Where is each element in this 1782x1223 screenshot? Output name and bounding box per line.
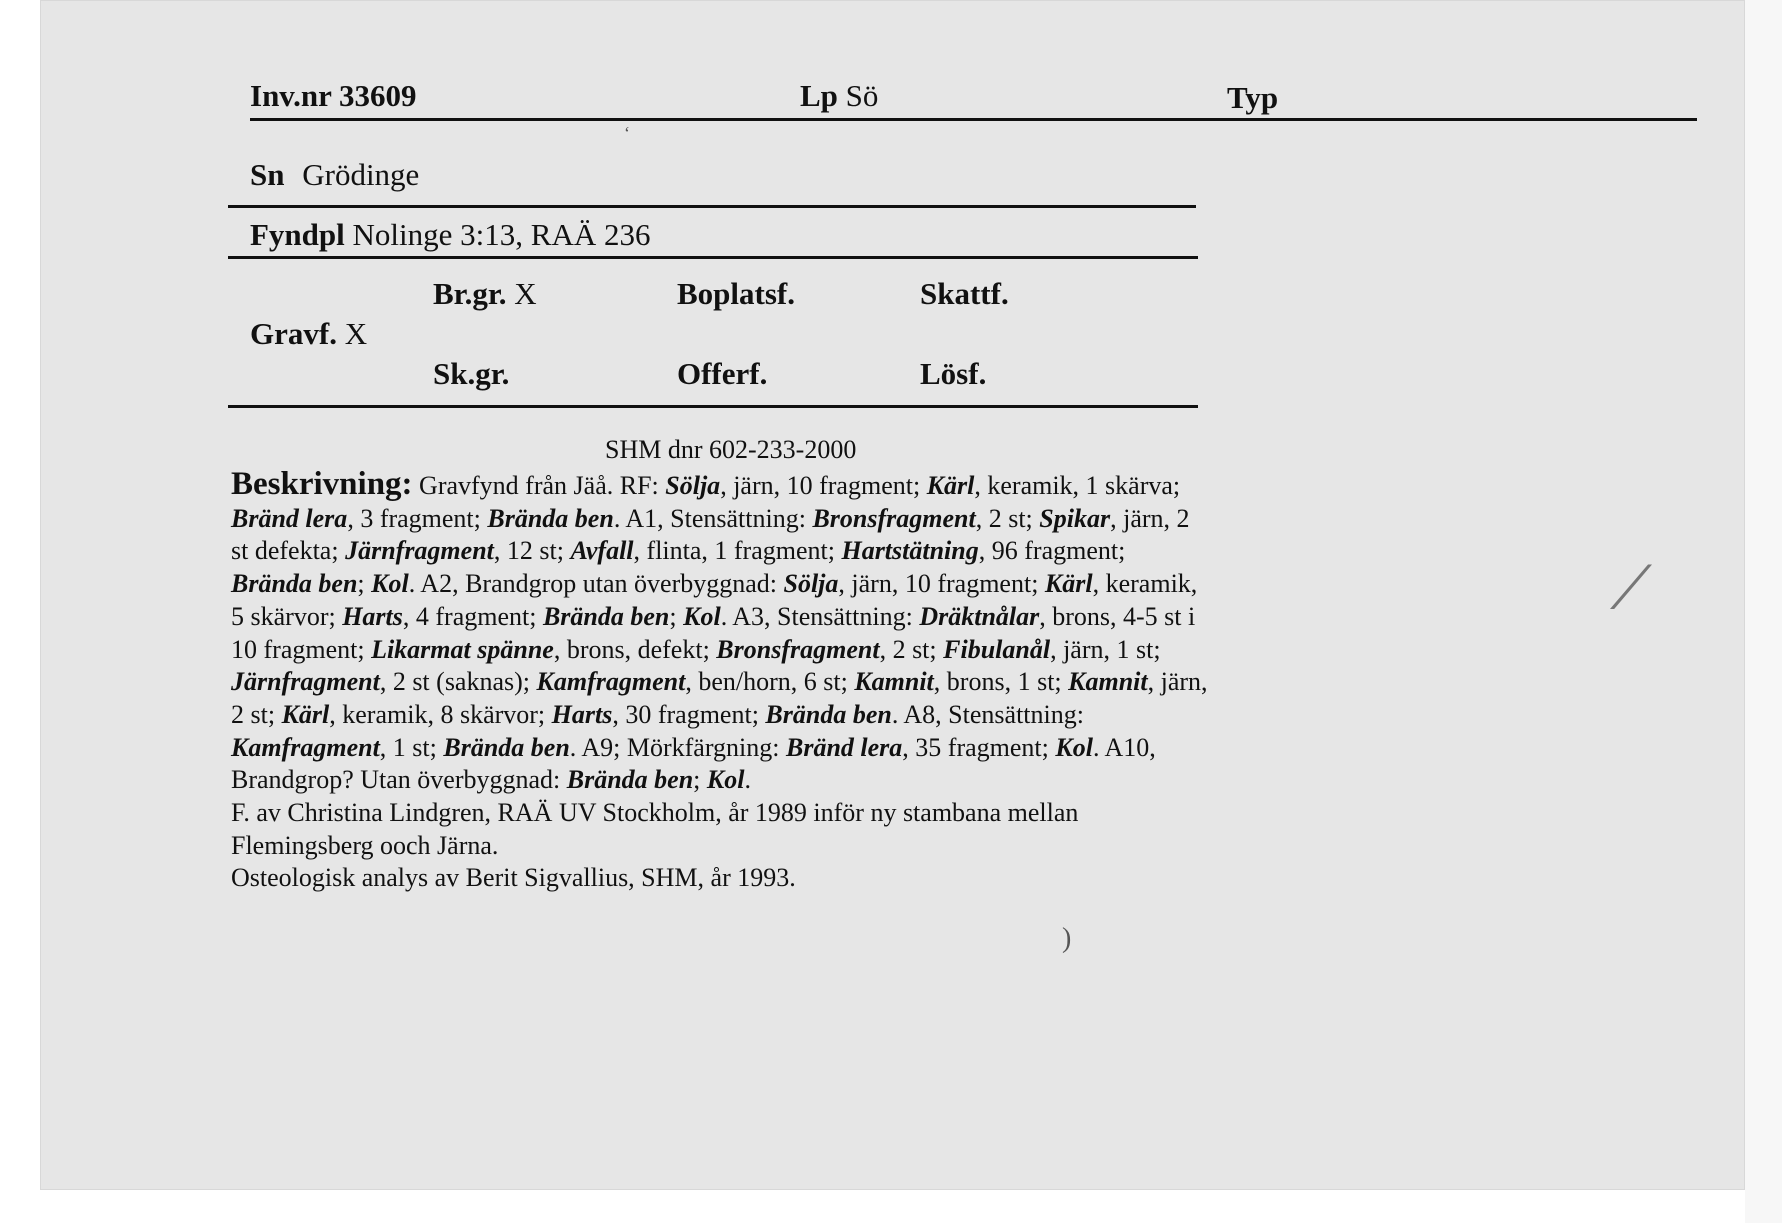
description-text: , keramik, 5 skärvor; xyxy=(231,569,1198,631)
find-item-name: Bronsfragment xyxy=(812,503,976,533)
description-text: , keramik, 8 skärvor; xyxy=(329,699,552,729)
find-item-name: Bränd lera xyxy=(785,732,903,762)
offerf-label: Offerf. xyxy=(677,356,768,391)
find-item-name: Kärl xyxy=(926,471,975,500)
description-text: , flinta, 1 fragment; xyxy=(633,536,842,566)
scan-mark: ⟋ xyxy=(1610,555,1652,621)
description-text: , järn, 10 fragment; xyxy=(838,569,1045,599)
find-item-name: Kärl xyxy=(281,699,330,729)
description-text: , 2 st; xyxy=(879,634,944,664)
description-text: . A10, Brandgrop? Utan överbyggnad: xyxy=(231,732,1156,795)
description-text: . A8, Stensättning: xyxy=(891,699,1084,729)
description-text: . A1, Stensättning: xyxy=(613,503,813,533)
description-text: , 2 st; xyxy=(975,503,1040,533)
inv-nr-value: 33609 xyxy=(339,78,417,113)
description-paragraph xyxy=(231,468,1211,797)
brgr-value: X xyxy=(514,276,537,311)
boplatsf-label: Boplatsf. xyxy=(677,276,795,311)
lp-field xyxy=(800,80,878,111)
inv-nr xyxy=(250,80,417,111)
description-text: . xyxy=(744,765,751,795)
find-item-name: Brända ben xyxy=(231,569,358,599)
find-item-name: Kamnit xyxy=(1068,667,1148,697)
brgr-field xyxy=(433,278,537,309)
find-item-name: Kol xyxy=(683,601,721,631)
description-text: , brons, 4-5 st i 10 fragment; xyxy=(231,601,1196,664)
description-text: Gravfynd från Jäå. RF: xyxy=(412,471,666,500)
header-rule xyxy=(250,118,1697,121)
inv-nr-label: Inv.nr xyxy=(250,78,332,113)
sn-field xyxy=(250,159,419,190)
find-item-name: Brända ben xyxy=(443,732,570,762)
gravf-value: X xyxy=(344,316,368,351)
description-text: . A2, Brandgrop utan överbyggnad: xyxy=(408,569,784,599)
description-heading: Beskrivning: xyxy=(231,466,413,502)
skattf-label: Skattf. xyxy=(920,276,1009,311)
description-text: , brons, defekt; xyxy=(553,634,717,664)
description-text: , keramik, 1 skärva; xyxy=(974,471,1181,500)
fyndpl-label: Fyndpl xyxy=(250,217,345,252)
osteology-note: Osteologisk analys av Berit Sigvallius, SHM, år 1993. xyxy=(231,863,796,893)
find-item-name: Avfall xyxy=(570,536,634,566)
typ-label: Typ xyxy=(1227,80,1279,115)
find-item-name: Sölja xyxy=(783,569,839,599)
description-text: , järn, 10 fragment; xyxy=(720,471,927,500)
find-item-name: Brända ben xyxy=(566,765,694,795)
description-text: , brons, 1 st; xyxy=(933,667,1069,697)
description-text: , 1 st; xyxy=(379,732,444,762)
find-item-name: Kamnit xyxy=(854,667,934,697)
category-rule xyxy=(228,405,1198,408)
description-text: , 3 fragment; xyxy=(347,503,488,533)
find-item-name: Kamfragment xyxy=(536,667,686,697)
gravf-label: Gravf. xyxy=(250,316,337,351)
description-text: . A9; Mörkfärgning: xyxy=(569,732,786,762)
find-item-name: Kol xyxy=(371,569,409,599)
description-text: , järn, 1 st; xyxy=(1050,634,1161,664)
description-text: , 4 fragment; xyxy=(402,601,543,631)
find-item-name: Brända ben xyxy=(542,601,670,631)
description-text: , 35 fragment; xyxy=(902,732,1056,762)
find-item-name: Spikar xyxy=(1039,503,1111,533)
description-text: ; xyxy=(669,601,684,631)
sn-value: Grödinge xyxy=(302,157,420,192)
description-text: , järn, 2 st defekta; xyxy=(231,503,1190,566)
description-text: . A3, Stensättning: xyxy=(720,601,920,631)
find-item-name: Kamfragment xyxy=(231,732,380,762)
gravf-field xyxy=(250,318,367,349)
description-text: , 96 fragment; xyxy=(978,536,1126,566)
find-item-name: Brända ben xyxy=(765,699,892,729)
fyndpl-value: Nolinge 3:13, RAÄ 236 xyxy=(352,217,651,252)
lp-value: Sö xyxy=(845,78,879,113)
description-text: ; xyxy=(357,569,372,599)
description-text: , 30 fragment; xyxy=(612,699,766,729)
find-item-name: Kärl xyxy=(1044,569,1093,599)
excavation-note: F. av Christina Lindgren, RAÄ UV Stockholm, år 1989 inför ny stambana mellan Flemingsberg ooch Järna. xyxy=(231,798,1079,860)
scan-mark: ‘ xyxy=(624,123,630,143)
fyndpl-field xyxy=(250,219,650,250)
find-item-name: Fibulanål xyxy=(943,634,1051,664)
description-text: , ben/horn, 6 st; xyxy=(685,667,855,697)
sn-label: Sn xyxy=(250,157,285,192)
brgr-label: Br.gr. xyxy=(433,276,507,311)
find-item-name: Hartstätning xyxy=(841,536,979,566)
find-item-name: Bränd lera xyxy=(231,503,348,533)
skgr-label: Sk.gr. xyxy=(433,356,510,391)
description-block xyxy=(231,468,1211,895)
fyndpl-rule xyxy=(228,256,1198,259)
scan-margin xyxy=(1745,0,1782,1223)
find-item-name: Harts xyxy=(342,601,403,631)
scan-mark: ) xyxy=(1062,923,1072,954)
find-item-name: Dräktnålar xyxy=(919,601,1040,631)
description-text: , 12 st; xyxy=(493,536,571,566)
find-item-name: Järnfragment xyxy=(231,667,380,697)
find-item-name: Brända ben xyxy=(487,503,614,533)
find-item-name: Bronsfragment xyxy=(716,634,880,664)
find-item-name: Kol xyxy=(706,765,745,795)
find-item-name: Likarmat spänne xyxy=(371,634,554,664)
losf-label: Lösf. xyxy=(920,356,987,391)
shm-dnr: SHM dnr 602-233-2000 xyxy=(605,435,857,464)
find-item-name: Sölja xyxy=(665,471,721,500)
description-text: ; xyxy=(693,765,707,795)
sn-rule xyxy=(228,205,1196,208)
description-body xyxy=(231,471,1208,794)
find-item-name: Harts xyxy=(551,699,613,729)
description-text: , järn, 2 st; xyxy=(231,667,1208,729)
find-item-name: Kol xyxy=(1055,732,1093,762)
lp-label: Lp xyxy=(800,78,838,113)
description-text: , 2 st (saknas); xyxy=(379,667,537,697)
find-item-name: Järnfragment xyxy=(345,536,494,566)
